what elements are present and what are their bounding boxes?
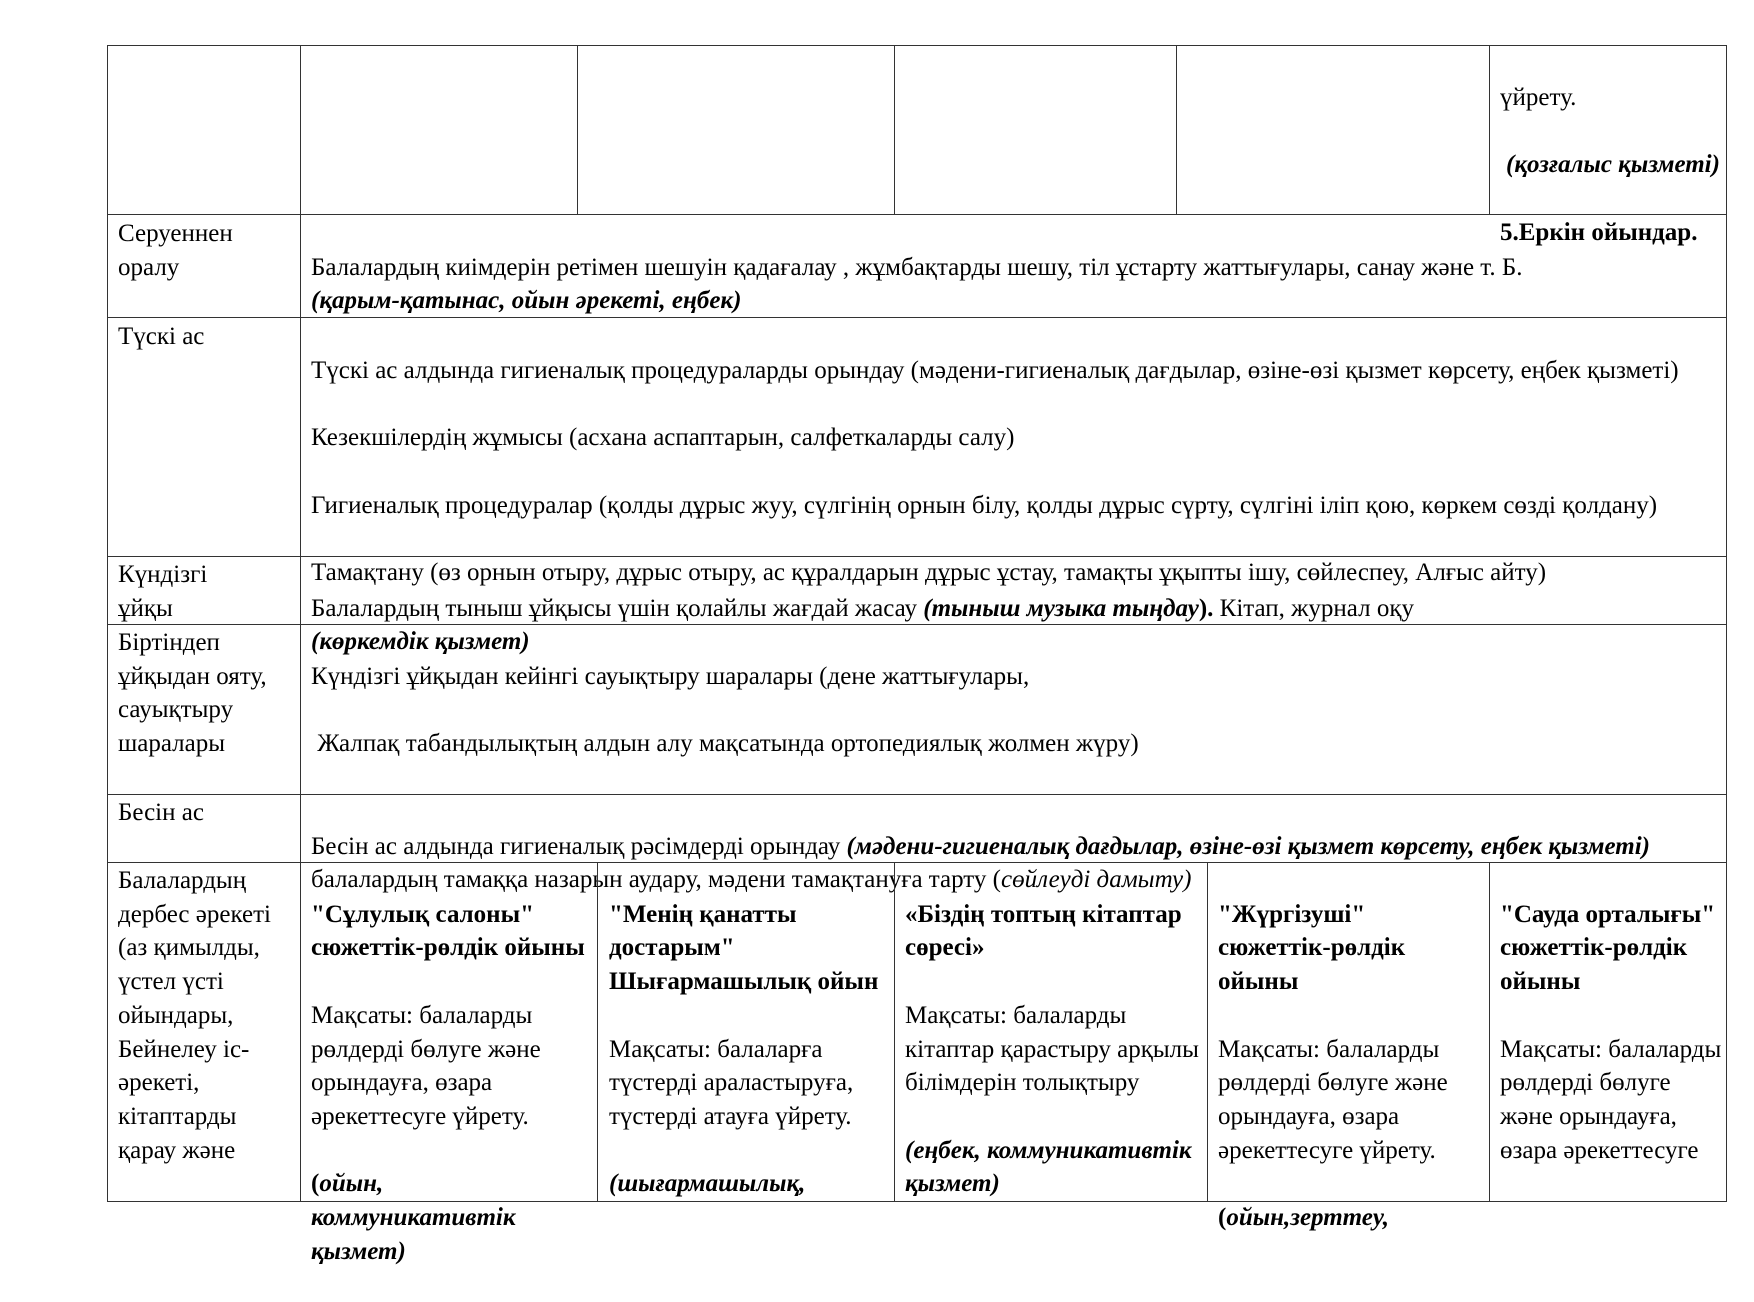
row-label: Күндізгі ұйқы	[118, 561, 208, 622]
activity-body: Мақсаты: балаларға түстерді араластыруға, түстерді атауға үйрету.	[609, 1035, 854, 1130]
cell-r1-c3	[894, 45, 1177, 215]
nap-activity: (тыныш музыка тыңдау	[923, 594, 1199, 622]
activity-body: Мақсаты: балаларды рөлдерді бөлуге және орындауға, өзара әрекеттесуге	[1500, 1035, 1722, 1164]
nap-paren	[923, 595, 1213, 622]
row-label: Түскі ас	[118, 323, 205, 350]
row-label: Балалардың дербес әрекеті (аз қимылды, үстел үсті ойындары, Бейнелеу іс-әрекеті, кітаптарды қарау және	[118, 867, 271, 1164]
row-label: Бесін ас	[118, 799, 204, 826]
wake-line: Күндізгі ұйқыдан кейінгі сауықтыру шаралары (дене жаттығулары,	[311, 662, 1030, 690]
continuation-line: үйрету.	[1500, 83, 1577, 111]
activity-cell-5	[1500, 864, 1722, 1201]
lunch-line: Түскі ас алдында гигиеналық процедураларды орындау (мәдени-гигиеналық дағдылар, өзіне-өзі қызмет көрсету, еңбек қызметі)	[311, 356, 1679, 384]
nap-tail: Кітап, журнал оқу	[1213, 594, 1414, 622]
activity-note: (шығармашылық,	[609, 1170, 806, 1198]
activity-title: "Жүргізуші" сюжеттік-рөлдік ойыны	[1218, 900, 1406, 996]
nap-body: Балалардың тыныш ұйқысы үшін қолайлы жағдай жасау	[311, 594, 924, 622]
activity-title: "Менің қанатты достарым" Шығармашылық ойын	[609, 900, 879, 996]
row-label: Біртіндеп ұйқыдан ояту, сауықтыру шаралары	[118, 629, 267, 758]
activity-body: Мақсаты: балаларды рөлдерді бөлуге және орындауға, өзара әрекеттесуге үйрету.	[311, 1001, 541, 1130]
activity-note: (еңбек, коммуникативтік қызмет)	[905, 1136, 1192, 1198]
activity-note: (көркемдік қызмет)	[311, 628, 530, 656]
activity-note: (қозғалыс қызметі)	[1506, 151, 1720, 179]
activity-note-text: ойын,зерттеу,	[1226, 1204, 1389, 1232]
lunch-line: Тамақтану (өз орнын отыру, дұрыс отыру, ас құралдарын дұрыс ұстау, тамақты ұқыпты ішу, сөйлеспеу, Алғыс айту)	[311, 558, 1547, 586]
note-open-paren: (	[311, 1170, 320, 1198]
activity-body: Мақсаты: балаларды рөлдерді бөлуге және орындауға, өзара әрекеттесуге үйрету.	[1218, 1035, 1448, 1164]
activity-note: (қарым-қатынас, ойын әрекеті, еңбек)	[311, 287, 742, 315]
cell-r1-label	[107, 45, 301, 215]
activity-title: «Біздің топтың кітаптар сөресі»	[905, 900, 1182, 962]
snack-body: Бесін ас алдында гигиеналық рәсімдерді орындау	[311, 832, 847, 860]
cell-r1-c4	[1176, 45, 1490, 215]
wake-text	[311, 626, 1719, 795]
lunch-line: Гигиеналық процедуралар (қолды дұрыс жуу, сүлгінің орнын білу, қолды дұрыс сүрту, сүлгіні іліп қою, көркем сөзді қолдану)	[311, 491, 1658, 519]
activity-body: Мақсаты: балаларды кітаптар қарастыру арқылы білімдерін толықтыру	[905, 1001, 1199, 1097]
activity-title: "Сұлулық салоны" сюжеттік-рөлдік ойыны	[311, 900, 585, 962]
activity-title: "Сауда орталығы" сюжеттік-рөлдік ойыны	[1500, 900, 1716, 996]
activity-note	[311, 1167, 593, 1268]
activity-cell-4	[1218, 864, 1484, 1268]
cell-r1-c1	[300, 45, 578, 215]
section-heading: 5.Еркін ойындар.	[1500, 218, 1698, 246]
note-open-paren: (	[1218, 1204, 1227, 1232]
activity-note-text: ойын, коммуникативтік қызмет)	[311, 1170, 516, 1265]
return-walk-body: Балалардың киімдерін ретімен шешуін қадағалау , жұмбақтарды шешу, тіл ұстарту жаттығулары, санау және т. Б.	[311, 253, 1523, 281]
snack-note: (мәдени-гигиеналық дағдылар, өзіне-өзі қызмет көрсету, еңбек қызметі)	[846, 832, 1650, 860]
snack-note-2: сөйлеуді дамыту)	[1000, 866, 1192, 894]
cell-r1-c2	[577, 45, 895, 215]
activity-note	[1218, 1201, 1484, 1235]
row-label: Серуеннен оралу	[118, 220, 233, 281]
activity-cell-3	[905, 864, 1201, 1235]
wake-line: Жалпақ табандылықтың алдын алу мақсатында ортопедиялық жолмен жүру)	[311, 730, 1139, 758]
snack-body-2: балалардың тамаққа назарын аудару, мәдени тамақтануға тарту (	[311, 866, 1001, 894]
nap-close: ).	[1198, 594, 1214, 622]
activity-cell-2	[609, 864, 889, 1235]
activity-cell-1	[311, 864, 593, 1302]
lunch-line: Кезекшілердің жұмысы (асхана аспаптарын, салфеткаларды салу)	[311, 424, 1015, 452]
